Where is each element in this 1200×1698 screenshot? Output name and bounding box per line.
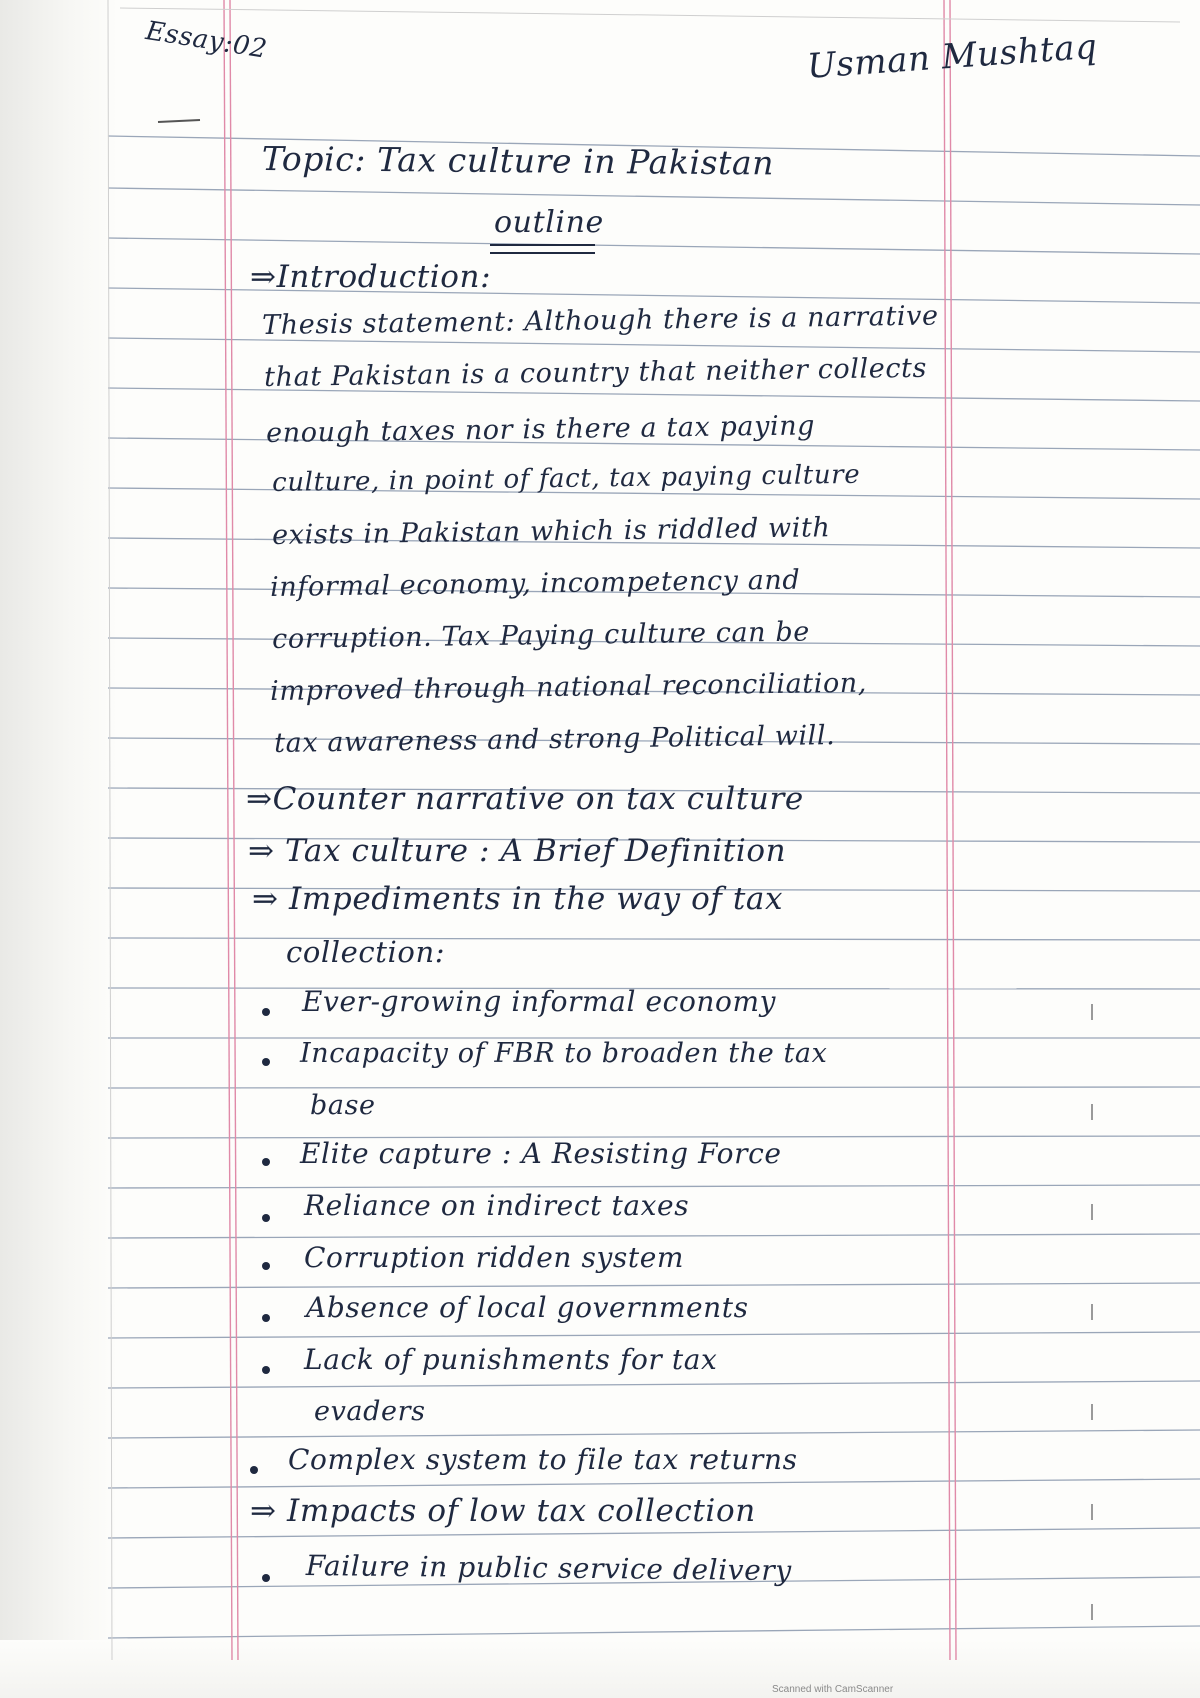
impediments-heading: ⇒ Impediments in the way of tax: [252, 881, 784, 917]
impediment-item: Lack of punishments for tax: [304, 1343, 718, 1376]
edge-tick: [1091, 1604, 1093, 1620]
thesis-line: tax awareness and strong Political will.: [273, 720, 836, 759]
impediments-heading-cont: collection:: [286, 935, 446, 969]
impediment-item: Absence of local governments: [306, 1291, 749, 1324]
impediment-item-cont: base: [310, 1090, 376, 1121]
edge-tick: [1091, 1204, 1093, 1220]
rule-line: [108, 1626, 1200, 1638]
edge-tick: [1091, 1304, 1093, 1320]
rule-line: [108, 1479, 1200, 1488]
counter-narrative-heading: ⇒Counter narrative on tax culture: [246, 781, 804, 817]
bullet-dot: [250, 1466, 258, 1474]
rule-line: [108, 1381, 1200, 1388]
thesis-line: Thesis statement: Although there is a narrative: [261, 300, 939, 341]
bullet-dot: [262, 1366, 270, 1374]
impacts-heading: ⇒ Impacts of low tax collection: [250, 1493, 756, 1529]
impact-item: Failure in public service delivery: [305, 1549, 792, 1588]
edge-tick: [1091, 1004, 1093, 1020]
essay-label: Essay:02: [143, 16, 270, 65]
rule-line: [108, 1283, 1200, 1288]
introduction-heading: ⇒Introduction:: [250, 259, 492, 295]
impediment-item: Corruption ridden system: [304, 1241, 685, 1274]
rule-line: [108, 938, 1200, 940]
definition-heading: ⇒ Tax culture : A Brief Definition: [248, 833, 787, 869]
bullet-dot: [262, 1008, 270, 1016]
edge-tick: [1091, 1504, 1093, 1520]
impediment-item: Ever-growing informal economy: [302, 985, 777, 1018]
thesis-line: informal economy, incompetency and: [269, 564, 801, 603]
thesis-line: that Pakistan is a country that neither collects: [263, 352, 928, 393]
bullet-dot: [262, 1574, 270, 1582]
impediment-item: Reliance on indirect taxes: [304, 1189, 690, 1222]
edge-tick: [1091, 1404, 1093, 1420]
thesis-line: improved through national reconciliation,: [269, 667, 868, 707]
bullet-dot: [262, 1214, 270, 1222]
thesis-line: corruption. Tax Paying culture can be: [271, 616, 811, 655]
rule-line: [108, 1332, 1200, 1338]
rule-line: [108, 1087, 1200, 1088]
thesis-line: culture, in point of fact, tax paying culture: [271, 459, 861, 498]
thesis-line: exists in Pakistan which is riddled with: [271, 512, 831, 551]
bullet-dot: [262, 1262, 270, 1270]
scanner-watermark: Scanned with CamScanner: [772, 1684, 894, 1695]
thesis-line: enough taxes nor is there a tax paying: [265, 410, 816, 449]
outline-heading: outline: [494, 205, 604, 240]
author-name: Usman Mushtaq: [805, 26, 1099, 87]
rule-line: [108, 1234, 1200, 1238]
rule-line: [108, 1185, 1200, 1188]
rule-line: [108, 238, 1200, 254]
bullet-dot: [262, 1058, 270, 1066]
page-top-edge: [120, 8, 1180, 22]
bullet-dot: [262, 1158, 270, 1166]
edge-tick: [1091, 1104, 1093, 1120]
topic-title: Topic: Tax culture in Pakistan: [261, 139, 775, 183]
rule-line: [108, 188, 1200, 205]
outline-underline: [490, 244, 595, 254]
bullet-dot: [262, 1314, 270, 1322]
rule-line: [108, 1430, 1200, 1438]
impediment-item: Elite capture : A Resisting Force: [300, 1137, 782, 1170]
margin-line-right-a: [944, 0, 950, 1660]
dash-mark: [158, 120, 200, 122]
impediment-item: Incapacity of FBR to broaden the tax: [300, 1038, 828, 1069]
rule-line: [108, 1528, 1200, 1538]
margin-line-right-b: [950, 0, 956, 1660]
page-edge-left: [108, 0, 112, 1660]
impediment-item-cont: evaders: [314, 1396, 426, 1427]
impediment-item: Complex system to file tax returns: [288, 1443, 798, 1476]
